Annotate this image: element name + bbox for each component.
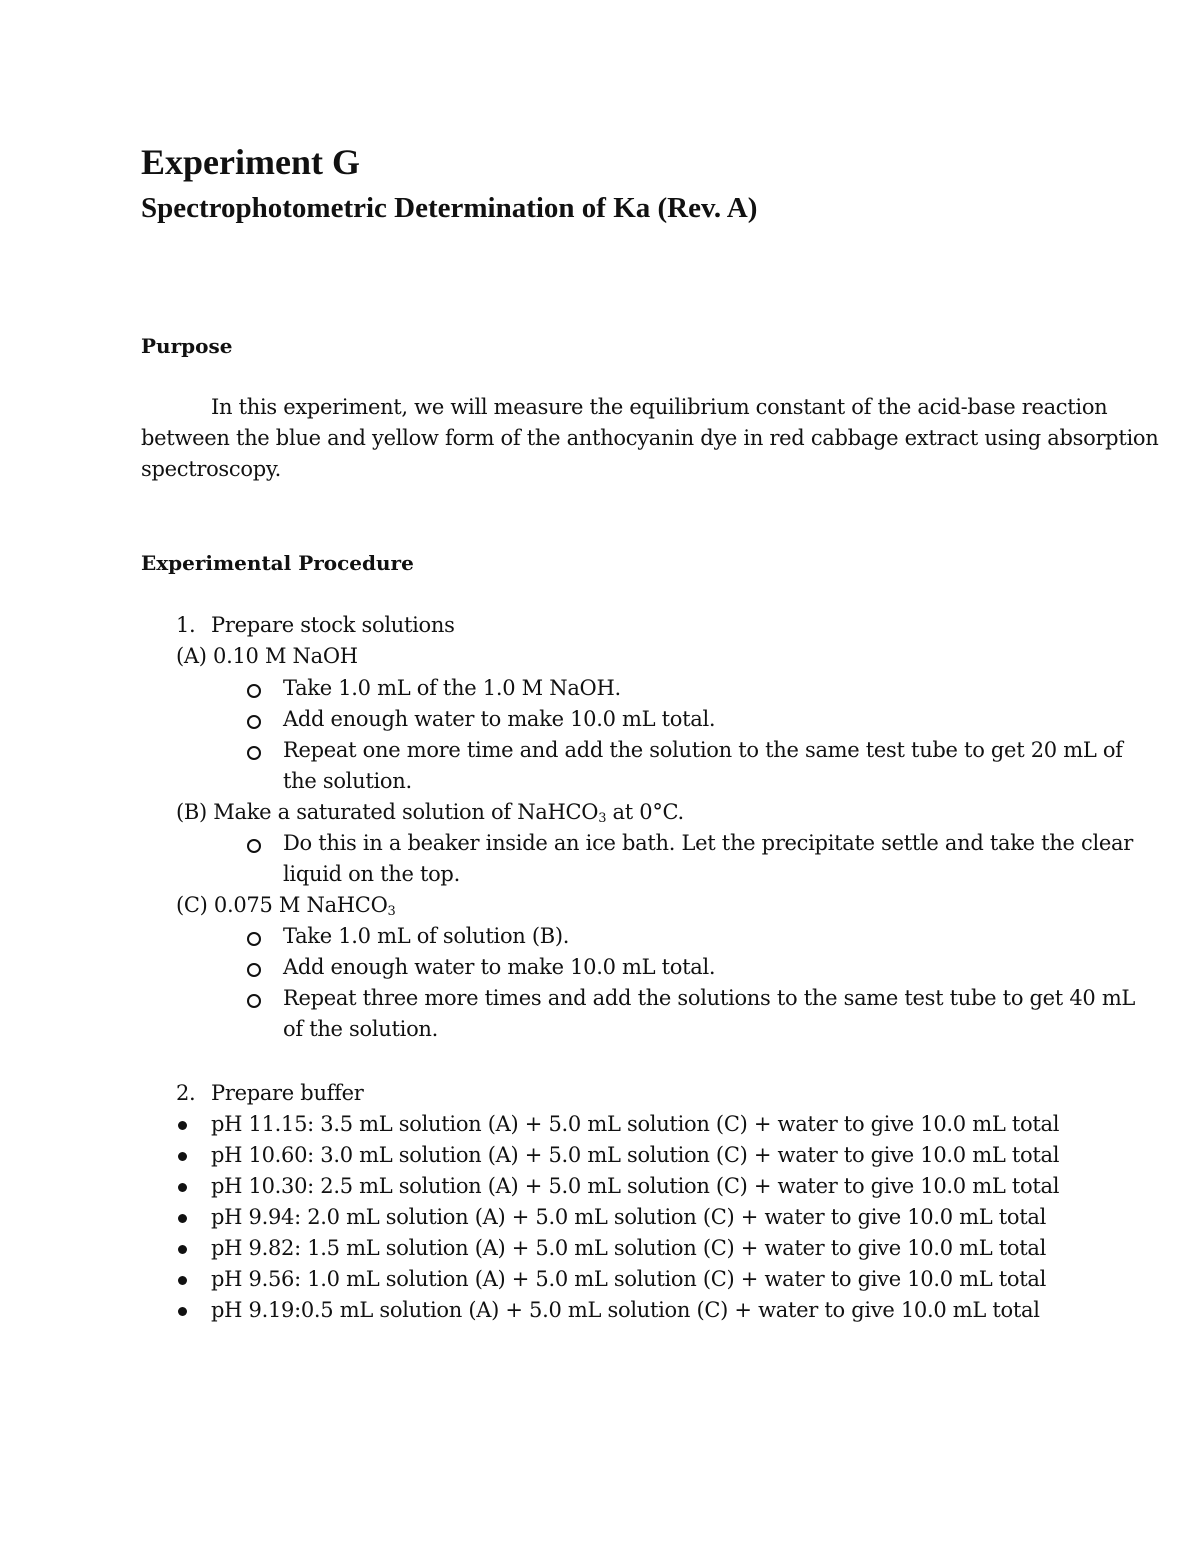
purpose-line-2: between the blue and yellow form of the anthocyanin dye in red cabbage extract using absorption xyxy=(141,426,1159,450)
circle-bullet-icon xyxy=(247,963,261,977)
bullet-icon xyxy=(178,1214,187,1223)
list-item: Take 1.0 mL of the 1.0 M NaOH. xyxy=(283,676,621,700)
list-item: Repeat one more time and add the solution to the same test tube to get 20 mL of xyxy=(283,738,1123,762)
list-item-continuation: liquid on the top. xyxy=(283,862,460,886)
circle-bullet-icon xyxy=(247,715,261,729)
list-item: Add enough water to make 10.0 mL total. xyxy=(283,707,716,731)
buffer-item: pH 9.82: 1.5 mL solution (A) + 5.0 mL solution (C) + water to give 10.0 mL total xyxy=(211,1236,1047,1260)
solution-b-label: (B) Make a saturated solution of NaHCO$_3$ at 0°C. xyxy=(176,800,684,826)
buffer-item: pH 9.56: 1.0 mL solution (A) + 5.0 mL solution (C) + water to give 10.0 mL total xyxy=(211,1267,1047,1291)
list-item: Repeat three more times and add the solutions to the same test tube to get 40 mL xyxy=(283,986,1136,1010)
page-subtitle: Spectrophotometric Determination of Ka (Rev. A) xyxy=(141,192,758,224)
circle-bullet-icon xyxy=(247,839,261,853)
list-item: Take 1.0 mL of solution (B). xyxy=(283,924,570,948)
step-1-number: 1. xyxy=(176,613,196,637)
bullet-icon xyxy=(178,1152,187,1161)
buffer-item: pH 9.94: 2.0 mL solution (A) + 5.0 mL solution (C) + water to give 10.0 mL total xyxy=(211,1205,1047,1229)
buffer-item: pH 9.19:0.5 mL solution (A) + 5.0 mL solution (C) + water to give 10.0 mL total xyxy=(211,1298,1040,1322)
buffer-item: pH 10.60: 3.0 mL solution (A) + 5.0 mL solution (C) + water to give 10.0 mL total xyxy=(211,1143,1060,1167)
step-2-number: 2. xyxy=(176,1081,196,1105)
procedure-heading: Experimental Procedure xyxy=(141,551,414,575)
circle-bullet-icon xyxy=(247,932,261,946)
circle-bullet-icon xyxy=(247,684,261,698)
buffer-item: pH 11.15: 3.5 mL solution (A) + 5.0 mL solution (C) + water to give 10.0 mL total xyxy=(211,1112,1060,1136)
list-item-continuation: of the solution. xyxy=(283,1017,439,1041)
bullet-icon xyxy=(178,1121,187,1130)
step-2-label: Prepare buffer xyxy=(211,1081,364,1105)
bullet-icon xyxy=(178,1183,187,1192)
solution-c-label: (C) 0.075 M NaHCO$_3$ xyxy=(176,893,396,919)
bullet-icon xyxy=(178,1276,187,1285)
buffer-item: pH 10.30: 2.5 mL solution (A) + 5.0 mL solution (C) + water to give 10.0 mL total xyxy=(211,1174,1060,1198)
circle-bullet-icon xyxy=(247,746,261,760)
purpose-line-1: In this experiment, we will measure the equilibrium constant of the acid-base reaction xyxy=(211,395,1108,419)
list-item-continuation: the solution. xyxy=(283,769,412,793)
bullet-icon xyxy=(178,1307,187,1316)
circle-bullet-icon xyxy=(247,994,261,1008)
bullet-icon xyxy=(178,1245,187,1254)
solution-a-label: (A) 0.10 M NaOH xyxy=(176,644,358,668)
list-item: Add enough water to make 10.0 mL total. xyxy=(283,955,716,979)
list-item: Do this in a beaker inside an ice bath. Let the precipitate settle and take the clear xyxy=(283,831,1134,855)
step-1-label: Prepare stock solutions xyxy=(211,613,455,637)
purpose-line-3: spectroscopy. xyxy=(141,457,282,481)
purpose-heading: Purpose xyxy=(141,334,233,358)
page-title: Experiment G xyxy=(141,142,360,182)
